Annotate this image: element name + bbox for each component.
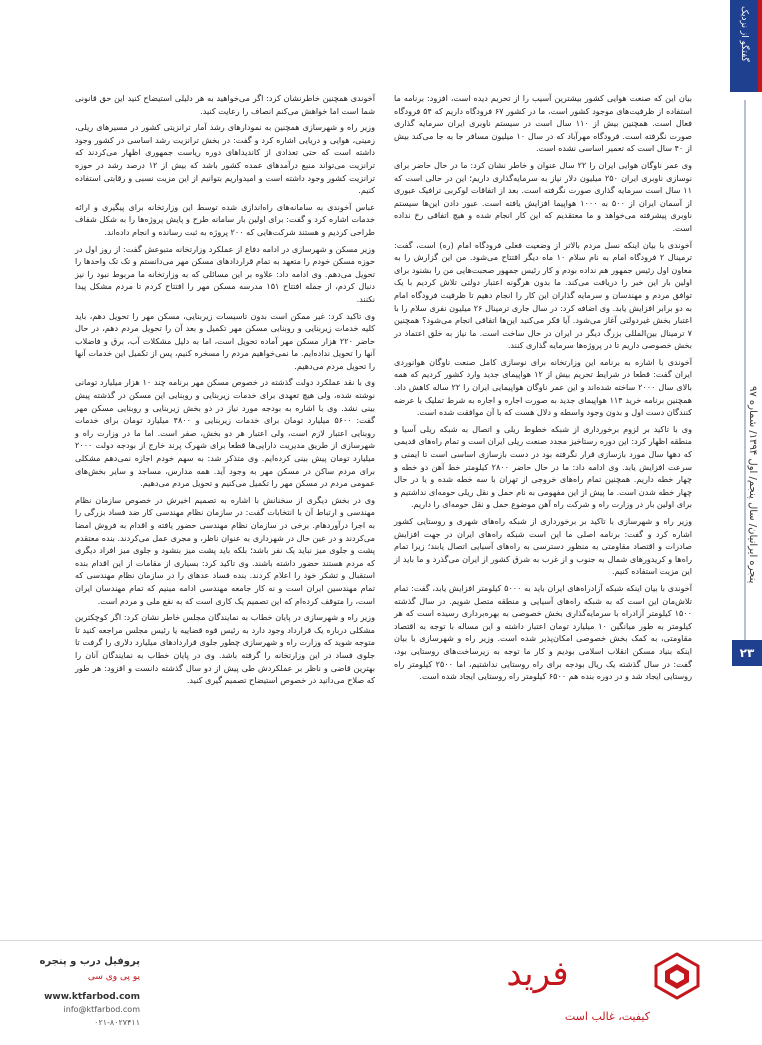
product-material: یو پی وی سی [87,972,140,982]
advertisement-banner [0,942,762,1045]
article-column-right [394,92,692,687]
paragraph: وی عمر ناوگان هوایی ایران را ۲۲ سال عنوان و خاطر نشان کرد: ما در حال حاضر برای نوسازی ناوبری ایران ۲۵۰ میلیون دلار نیاز به سرمایه‌گذاری داریم؛ این در حالی است که ۱۱ سال است سرمایه گذاری صورت نگرفته است. بعد از اتفاقات لوکربی ترافیک عبوری از آسمان ایران از ۵۰۰ به ۱۰۰۰ هواپیما افزایش یافته است. عبور دادن این‌ها سیستم ناوبری پیشرفته می‌خواهد و ما معتقدیم که این کار انجام شده و هیچ اتفاقی رخ نداده است. [394,159,692,233]
article-column-left [75,92,375,691]
footer-divider [0,940,762,941]
paragraph: بیان این که صنعت هوایی کشور بیشترین آسیب را از تحریم دیده است، افزود: برنامه ما استفاده از ظرفیت‌های موجود کشور است، ما در کشور ۶۷ فرودگاه داریم که ۵۴ فرودگاه فعال است. همچنین بیش از ۱۱۰ سال است در سیستم ناوبری ایران سرمایه گذاری صورت نگرفته است. فرودگاه مهرآباد که در سال ۱۰ میلیون مسافر جا به جا می‌کند بیش از ۴۰ سال است که تعمیر اساسی نشده است. [394,93,693,154]
paragraph: وزیر راه و شهرسازی با تاکید بر برخورداری از شبکه راه‌های شهری و روستایی کشور اشاره کرد و گفت: برنامه اصلی ما این است شبکه راه‌های ایران در جهت افزایش صادرات و اقتصاد مقاومتی به منظور دسترسی به راه‌های آسیایی اتصال یابند؛ زیرا تمام راه‌ها و کریدورهای شمال به جنوب و از غرب به شرق کشور از ایران می‌گذرد و ما باید از این مزیت استفاده کنیم. [394,516,692,577]
paragraph: وزیر راه و شهرسازی در پایان خطاب به نمایندگان مجلس خاطر نشان کرد: اگر کوچکترین مشکلی درباره یک قرارداد وجود دارد به رئیس قوه قضاییه یا رئیس مجلس مراجعه کنید تا متوجه شوید که وزارت راه و شهرسازی چطور جلوی قراردادهای میلیارد دلاری را گرفت تا جلوی فساد در این وزارتخانه را گرفته باشد. وی در پایان خطاب به نمایندگان آنان را بهترین قاضی و ناظر بر عملکردش طی پیش از دو سال گذشته دانست و افزود: هر طور که صلاح می‌دانید در خصوص استیضاح تصمیم گیری کنید. [75,612,375,686]
brand-logo-icon [654,952,700,1000]
paragraph: وزیر مسکن و شهرسازی در ادامه دفاع از عملکرد وزارتخانه متبوعش گفت: از روز اول در حوزه مسکن خودم را متعهد به تمام قراردادهای مسکن مهر می‌دانستم و تک تک واحدها را تحویل می‌دهم. وی ادامه داد: علاوه بر این مسائلی که به وزارتخانه ما مربوط نبود را نیز دنبال کردم، از جمله افتتاح ۱۵۱ مدرسه مسکن مهر را افتتاح کردم تا مردم مشکل پیدا نکنند. [75,243,376,304]
paragraph: وی در بخش دیگری از سخنانش با اشاره به تصمیم اخیرش در خصوص سازمان نظام مهندسی و ارتباط آن با انتخابات گفت: در سازمان نظام مهندسی کار ضد فساد بزرگی را به اجرا درآوردهام. برخی در سازمان نظام مهندسی حضور یافته و اقدام به فروش امضا می‌کردند و در عین حال در شهرداری به عنوان ناظر، و مجری عمل می‌کردند. بنده معتقدم پشت و جلوی میز نباید یک نفر باشد؛ بلکه باید پشت میز بنشود و جلوی میز افراد دیگری که مردم هستند حضور داشته باشند. وی تاکید کرد: بسیاری از مقامات از این اقدام بنده استقبال و تشکر خود را اعلام کردند. بنده فساد عدهای را در سازمان نظام مهندسی که تمام مهندسین ایران است و نه کار جامعه مهندسی ادامه مینیم که تمام مهندسان ایران است، را متوقف کرده‌ام که این تصمیم یک کاری است که به نفع ملی و مردم است. [75,494,375,606]
issue-info: پنجره ایرانیان/ سال پنجم/ اول ۱۳۹۴/ شماره ۹۷ [747,386,758,584]
paragraph: وی تاکید کرد: غیر ممکن است بدون تاسیسات زیربنایی، مسکن مهر را تحویل دهم، باید کلیه خدمات زیربنایی و روبنایی مسکن مهر تکمیل و بعد آن را تحویل مردم دهم، در حال حاضر ۲۲۰ هزار مسکن مهر آماده تحویل است، اما به دلیل مشکلات آب، برق و فاضلاب آنها را تحویل نداده‌ایم. ما نمی‌خواهیم مردم را مسخره کنیم، پس از تکمیل این خدمات آنها را تحویل مردم می‌دهیم. [75,310,375,371]
paragraph: آخوندی با اشاره به برنامه این وزارتخانه برای نوسازی کامل صنعت ناوگان هوانوردی ایران گفت: قطعا در شرایط تحریم بیش از ۱۲ هواپیمای جدید وارد کشور کردیم که همه بالای سال ۲۰۰۰ ساخته شده‌اند و این عمر ناوگان هواپیمایی ایران را ۲۲ ساله کاهش داد. همچنین برنامه خرید ۱۱۴ هواپیمای جدید به صورت اجاره و اجاره به شرط تملیک با عرضه کنندگان دست اول و بدون وجود واسطه و دلال هست که با آن موافقت شده است. [394,356,692,418]
website-link[interactable]: www.ktfarbod.com [44,992,140,1002]
page-number: ۲۳ [732,640,762,666]
product-title: پروفیل درب و پنجره [39,956,140,967]
paragraph: وی با نقد عملکرد دولت گذشته در خصوص مسکن مهر برنامه چند ۱۰ هزار میلیارد تومانی نوشته شده، ولی هیچ تعهدی برای خدمات زیربنایی و روبنایی این مسکن در گذشته پیش بینی نشد. وی با اشاره به بودجه مورد نیاز در دو بخش زیربنایی و روبنایی مسکن مهر گفت: ۵۶۰۰ میلیارد تومان برای خدمات زیربنایی و ۴۸۰۰ میلیارد تومان برای خدمات روبنایی اعتبار لازم است، ولی اعتبار هر دو بخش، صفر است. اما ما در وزارت راه و شهرسازی از طریق مدیریت دارایی‌ها قطعا برای شهرک پرند خارج از بودجه دولت ۲۰۰۰ میلیارد تومان پیش بینی کرده‌ایم. وی متذکر شد: به سهم خودم اجازه نمی‌دهم مشکلی برای مردم ساکن در مسکن مهر به وجود آید. همه مدارس، مساجد و سایر بخش‌های عمومی مردم در مسکن مهر را تکمیل می‌کنیم و تحویل مردم می‌دهیم. [75,377,375,489]
section-label: گفتگو از نزدیک [739,6,749,62]
section-tab [730,0,758,92]
paragraph: عباس آخوندی به سامانه‌های راه‌اندازی شده توسط این وزارتخانه برای پیگیری و ارائه خدمات اشاره کرد و گفت: برای اولین بار سامانه طرح و پایش پروژه‌ها را به شکل شفاف طراحی کردیم و هستند شرکت‌هایی که ۲۰۰ پروژه به ثبت رسانده و انجام داده‌اند. [75,201,375,237]
phone-number: ۰۲۱-۸۰۲۷۴۱۱ [94,1018,140,1027]
brand-slogan: کیفیت، غالب است [564,1010,650,1023]
paragraph: آخوندی همچنین خاطرنشان کرد: اگر می‌خواهید به هر دلیلی استیضاح کنید این حق قانونی شما است اما خواهش می‌کنم انصاف را رعایت کنید. [75,93,375,116]
paragraph: آخوندی با بیان اینکه شبکه آزادراه‌های ایران باید به ۵۰۰۰ کیلومتر افزایش یابد، گفت: تمام تلاش‌مان این است که به شبکه راه‌های آسیایی و منطقه متصل شویم. در سال گذشته ۱۵۰۰ کیلومتر آزادراه با سرمایه‌گذاری بخش خصوصی به بهره‌برداری رسیده است که هر کیلومتر به طور میانگین ۱۰ میلیارد تومان اعتبار داشته و این مساله با توجه به اقتصاد مقاومتی، به کمک بخش خصوصی امکان‌پذیر شده است. وزیر راه و شهرسازی با بیان اینکه بنیاد مسکن انقلاب اسلامی بودیم و کار ما توجه به زیرساخت‌های روستایی بود، گفت: در سال گذشته یک ریال بودجه برای راه روستایی نداشتیم، اما ۲۵۰۰ کیلومتر راه روستایی ایجاد شد و در دوره بنده هم ۶۵۰۰ کیلومتر راه روستایی ایجاد شده است. [394,582,693,682]
paragraph: آخوندی با بیان اینکه نسل مردم بالاتر از وضعیت فعلی فرودگاه امام (ره) است، گفت: ترمینال ۲ فرودگاه امام به نام سلام ۱۰ ماه دیگر افتتاح می‌شود. من این گزارش را به معاون اول رئیس جمهور هم نداده بودم و کار رئیس جمهور صحبت‌هایی من را بشنود برای اولین بار این خبر را دریافت می‌کند. ما بدون هرگونه اعتبار دولتی تلاش کردیم با یک توافق مردم و مهندسان و سرمایه گذاران این کار را انجام دهیم تا ظرفیت فرودگاه امام به دو برابر افزایش یابد. وی اضافه کرد: در سال جاری ترمینال ۲۶ میلیون نفری سلام را با اعتبار بخش غیردولتی آغاز می‌شود. آیا فکر می‌کنید این‌ها اتفاقی انجام می‌شود؟ همچنین ۷ ترمینال بین‌المللی بزرگ دیگر در ایران در حال ساخت است. ما نیاز به خلق اعتماد در بخش خصوصی داریم تا در پروژه‌ها سرمایه گذاری کنند. [394,239,693,351]
brand-name: فرید [506,954,569,994]
paragraph: وزیر راه و شهرسازی همچنین به نمودارهای رشد آمار ترانزیتی کشور در مسیرهای ریلی، زمینی، هوایی و دریایی اشاره کرد و گفت: در بخش ترانزیت رشد اساسی در کشور وجود داشته است که حتی تعدادی از کاندیداهای دوره ریاست جمهوری اظهار می‌کردند که ترانزیت می‌تواند منبع درآمدهای عمده کشور باشد که بیش از ۱۲ درصد رشد در حوزه ترانزیت کشور وجود داشته است و امیدواریم بتوانیم از این مزیت نسبی و رقابتی استفاده کنیم. [75,122,375,196]
paragraph: وی با تاکید بر لزوم برخورداری از شبکه خطوط ریلی و اتصال به شبکه ریلی آسیا و منطقه اظهار کرد: این دوره رستاخیز مجدد صنعت ریلی ایران است و تمام راه‌های قدیمی که دهها سال مورد بازسازی قرار نگرفته بود در دست بازسازی اساسی است تا ایمنی و سرعت افزایش یابد. وی ادامه داد: ما در حال حاضر ۲۸۰۰ کیلومتر خط آهن دو خطه و چهار خطه داریم. همچنین تمام راه‌های خروجی از تهران با سه خطه شده و یا در حال چهار خطه شدن است. ما پیش از این مفهومی به نام حمل و نقل ریلی حومه‌ای نداشتیم و برای اولین بار در وزارت راه و شرکت راه آهن موضوع حمل و نقل حومه‌ای را داریم. [394,423,692,510]
email-link[interactable]: info@ktfarbod.com [63,1005,140,1014]
